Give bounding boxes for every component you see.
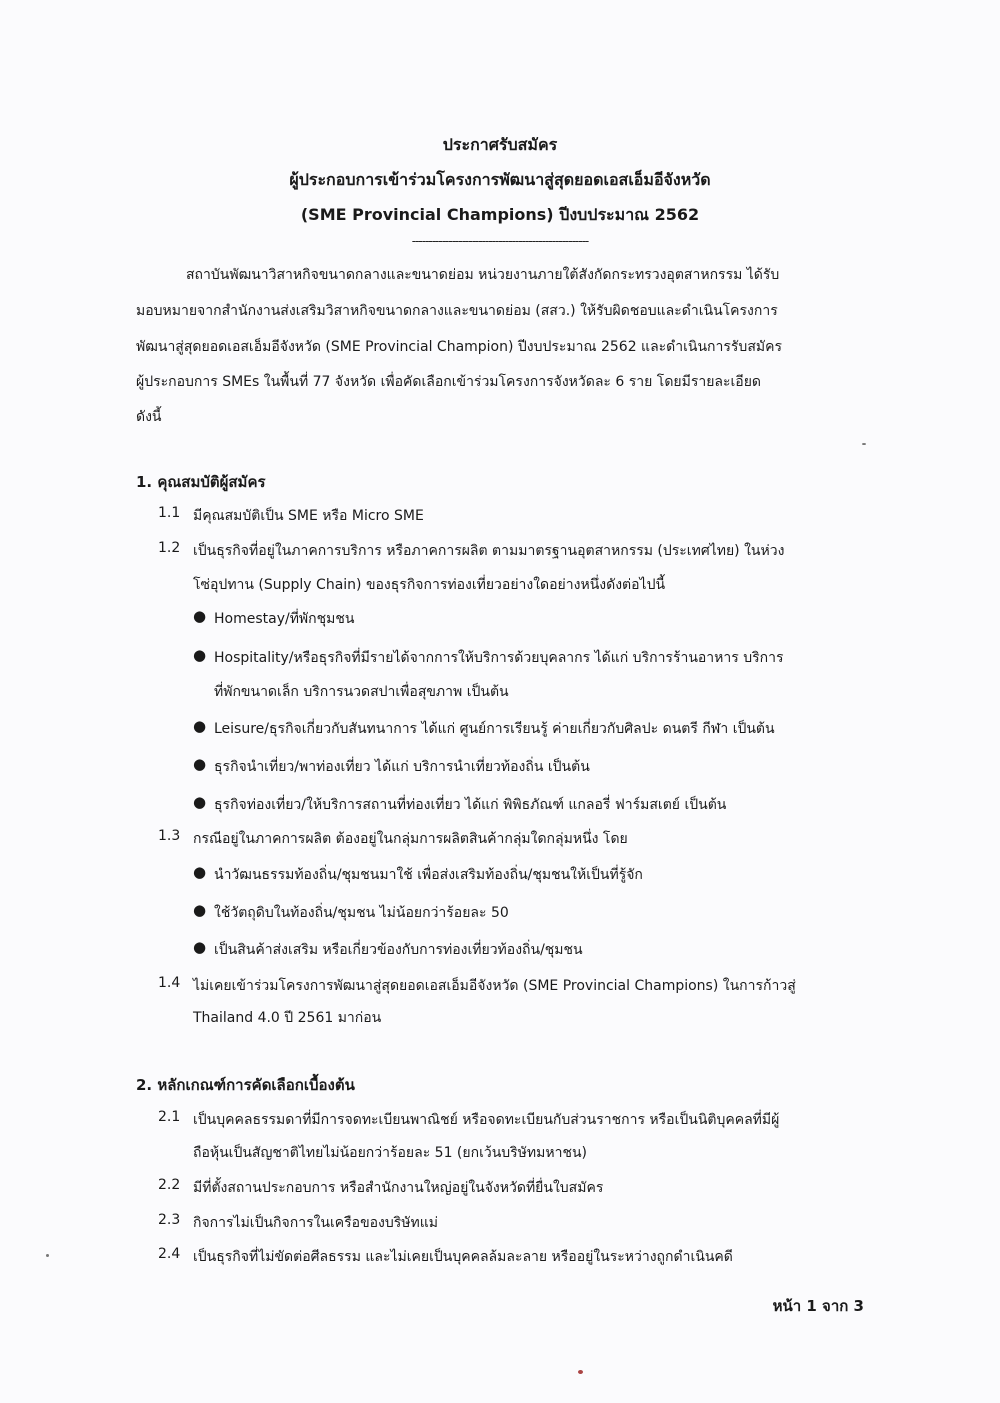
bullet-icon: ● [193,646,207,664]
item-text: เป็นบุคคลธรรมดาที่มีการจดทะเบียนพาณิชย์ หรือจดทะเบียนกับส่วนราชการ หรือเป็นนิติบุคคลที่มีผู้ [193,1112,780,1128]
item-text: Thailand 4.0 ปี 2561 มาก่อน [193,1010,382,1026]
scan-speck [578,1370,583,1374]
section-1-heading: 1. คุณสมบัติผู้สมัคร [136,473,266,491]
title-line-3: (SME Provincial Champions) ปีงบประมาณ 2562 [300,205,700,224]
item-text: กิจการไม่เป็นกิจการในเครือของบริษัทแม่ [193,1215,438,1231]
intro-line-1: สถาบันพัฒนาวิสาหกิจขนาดกลางและขนาดย่อม หน่วยงานภายใต้สังกัดกระทรวงอุตสาหกรรม ได้รับ [186,267,780,283]
item-number: 1.4 [158,975,181,991]
item-number: 2.3 [158,1212,181,1228]
bullet-text: ที่พักขนาดเล็ก บริการนวดสปาเพื่อสุขภาพ เป็นต้น [214,684,509,700]
bullet-icon: ● [193,755,207,773]
bullet-text: ใช้วัตถุดิบในท้องถิ่น/ชุมชน ไม่น้อยกว่าร้อยละ 50 [214,905,509,921]
bullet-text: ธุรกิจท่องเที่ยว/ให้บริการสถานที่ท่องเที่ยว ได้แก่ พิพิธภัณฑ์ แกลอรี่ ฟาร์มสเตย์ เป็นต้น [214,797,727,813]
item-number: 1.2 [158,540,181,556]
item-text: ถือหุ้นเป็นสัญชาติไทยไม่น้อยกว่าร้อยละ 51 (ยกเว้นบริษัทมหาชน) [193,1145,587,1161]
bullet-icon: ● [193,717,207,735]
section-2-heading: 2. หลักเกณฑ์การคัดเลือกเบื้องต้น [136,1076,355,1094]
bullet-icon: ● [193,793,207,811]
item-text: มีที่ตั้งสถานประกอบการ หรือสำนักงานใหญ่อยู่ในจังหวัดที่ยื่นใบสมัคร [193,1180,604,1196]
item-number: 1.3 [158,828,181,844]
bullet-text: Hospitality/หรือธุรกิจที่มีรายได้จากการให้บริการด้วยบุคลากร ได้แก่ บริการร้านอาหาร บริการ [214,650,784,666]
title-line-1: ประกาศรับสมัคร [442,135,558,154]
intro-line-2: มอบหมายจากสำนักงานส่งเสริมวิสาหกิจขนาดกลางและขนาดย่อม (สสว.) ให้รับผิดชอบและดำเนินโครงการ [136,303,778,319]
item-number: 2.2 [158,1177,181,1193]
intro-line-5: ดังนี้ [136,409,162,425]
intro-line-3: พัฒนาสู่สุดยอดเอสเอ็มอีจังหวัด (SME Provincial Champion) ปีงบประมาณ 2562 และดำเนินการรับสมัคร [136,339,782,355]
bullet-text: ธุรกิจนำเที่ยว/พาท่องเที่ยว ได้แก่ บริการนำเที่ยวท้องถิ่น เป็นต้น [214,759,590,775]
bullet-text: Homestay/ที่พักชุมชน [214,611,355,627]
bullet-icon: ● [193,607,207,625]
bullet-icon: ● [193,901,207,919]
bullet-text: นำวัฒนธรรมท้องถิ่น/ชุมชนมาใช้ เพื่อส่งเสริมท้องถิ่น/ชุมชนให้เป็นที่รู้จัก [214,867,643,883]
intro-line-4: ผู้ประกอบการ SMEs ในพื้นที่ 77 จังหวัด เพื่อคัดเลือกเข้าร่วมโครงการจังหวัดละ 6 ราย โดยมีรายละเอียด [136,374,762,390]
page-number: หน้า 1 จาก 3 [772,1297,864,1315]
scan-speck [862,443,866,445]
item-text: มีคุณสมบัติเป็น SME หรือ Micro SME [193,508,424,524]
bullet-text: Leisure/ธุรกิจเกี่ยวกับสันทนาการ ได้แก่ ศูนย์การเรียนรู้ ค่ายเกี่ยวกับศิลปะ ดนตรี กีฬา เป็นต้น [214,721,775,737]
item-text: กรณีอยู่ในภาคการผลิต ต้องอยู่ในกลุ่มการผลิตสินค้ากลุ่มใดกลุ่มหนึ่ง โดย [193,831,628,847]
item-number: 2.4 [158,1246,181,1262]
item-number: 2.1 [158,1109,181,1125]
item-text: ไม่เคยเข้าร่วมโครงการพัฒนาสู่สุดยอดเอสเอ็มอีจังหวัด (SME Provincial Champions) ในการก้าวสู่ [193,978,796,994]
bullet-icon: ● [193,863,207,881]
bullet-text: เป็นสินค้าส่งเสริม หรือเกี่ยวข้องกับการท่องเที่ยวท้องถิ่น/ชุมชน [214,942,583,958]
item-text: เป็นธุรกิจที่ไม่ขัดต่อศีลธรรม และไม่เคยเป็นบุคคลล้มละลาย หรืออยู่ในระหว่างถูกดำเนินคดี [193,1249,733,1265]
title-line-2: ผู้ประกอบการเข้าร่วมโครงการพัฒนาสู่สุดยอดเอสเอ็มอีจังหวัด [289,170,711,189]
item-text: โซ่อุปทาน (Supply Chain) ของธุรกิจการท่องเที่ยวอย่างใดอย่างหนึ่งดังต่อไปนี้ [193,577,666,593]
bullet-icon: ● [193,938,207,956]
title-separator: ----------------------------------------------------- [411,234,589,248]
scan-speck [46,1254,49,1257]
item-text: เป็นธุรกิจที่อยู่ในภาคการบริการ หรือภาคการผลิต ตามมาตรฐานอุตสาหกรรม (ประเทศไทย) ในห่วง [193,543,785,559]
item-number: 1.1 [158,505,181,521]
